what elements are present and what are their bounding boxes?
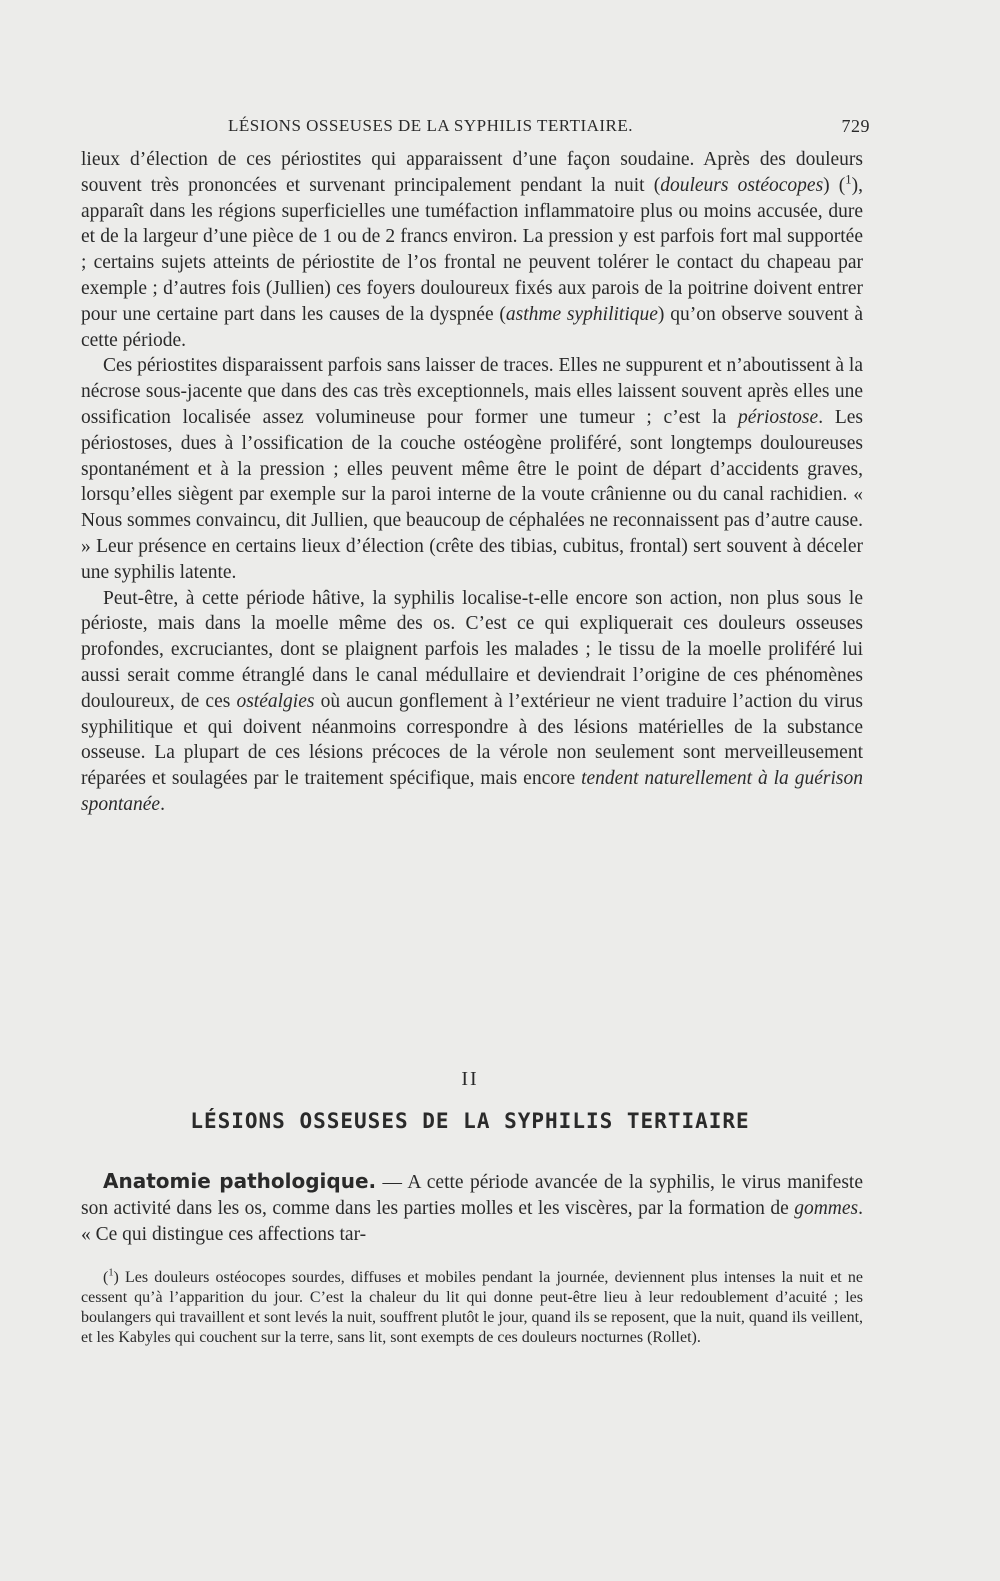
section-number: II — [461, 1068, 479, 1090]
italic-term: douleurs ostéocopes — [660, 174, 824, 196]
footnote-marker: 1 — [108, 1267, 114, 1279]
text-run: Peut-être, à cette période hâtive, la syphilis localise-t-elle encore son action, non plus sous le périoste, mais dans la moelle même des os. C’est ce qui expliquerait ces douleurs osseuses profondes, excruciantes, dont se plaignent parfois les malades ; le tissu de la moelle proliféré lui aussi serait comme étranglé dans le canal médullaire et deviendrait l’origine de ces phénomènes douloureux, de ces — [81, 587, 863, 712]
text-run: ) ( — [823, 174, 846, 196]
running-head — [80, 116, 880, 140]
section-heading: LÉSIONS OSSEUSES DE LA SYPHILIS TERTIAIRE — [190, 1109, 750, 1133]
text-run: Ces périostites disparaissent parfois sans laisser de traces. Elles ne suppurent et n’aboutissent à la nécrose sous-jacente que dans des cas très exceptionnels, mais elles laissent souvent après elles une ossification localisée assez volumineuse pour former une tumeur ; c’est la — [81, 355, 863, 428]
footnote — [81, 1268, 863, 1348]
main-text — [81, 147, 863, 818]
footnote-reference: 1 — [845, 172, 852, 187]
text-run: lieux d’élection de ces périostites qui apparaissent d’une façon soudaine. Après des douleurs souvent très prononcées et survenant principalement pendant la nuit ( — [81, 149, 863, 196]
italic-term: ostéalgies — [236, 690, 315, 712]
text-run: ), apparaît dans les régions superficielles une tuméfaction inflammatoire plus ou moins accusée, dure et de la largeur d’une pièce de 1 ou de 2 francs environ. La pression y est parfois fort mal supportée ; certains sujets atteints de périostite de l’os frontal ne peuvent tolérer le contact du chapeau par exemple ; d’autres fois (Jullien) ces foyers douloureux fixés aux parois de la poitrine doivent entrer pour une certaine part dans les causes de la dyspnée ( — [81, 174, 863, 325]
paragraph — [81, 147, 863, 353]
italic-term: tendent naturellement à la guérison spontanée — [81, 768, 863, 815]
paragraph — [81, 1168, 863, 1248]
text-run: où aucun gonflement à l’extérieur ne vient traduire l’action du virus syphilitique et qui doivent néanmoins correspondre à des lésions matérielles de la substance osseuse. La plupart de ces lésions précoces de la vérole non seulement sont merveilleusement réparées et soulagées par le traitement spécifique, mais encore — [81, 690, 863, 790]
text-run: . — [160, 793, 165, 815]
text-run: . Les périostoses, dues à l’ossification de la couche ostéogène proliféré, sont longtemps douloureuses spontanément et à la pression ; elles peuvent même être le point de départ d’accidents graves, lorsqu’elles siègent par exemple sur la paroi interne de la voute crânienne ou du canal rachidien. « Nous sommes convaincu, dit Jullien, que beaucoup de céphalées ne reconnaissent pas d’autre cause. » Leur présence en certains lieux d’élection (crête des tibias, cubitus, frontal) sert souvent à déceler une syphilis latente. — [81, 406, 864, 583]
italic-term: gommes — [794, 1198, 859, 1219]
section-text — [81, 1168, 863, 1248]
italic-term: périostose — [738, 406, 819, 428]
footnote-text: ($^1$) Les douleurs ostéocopes sourdes, diffuses et mobiles pendant la journée, deviennent plus intenses la nuit et ne cessent qu’à l’apparition du jour. C’est la chaleur du lit qui donne peut-être lieu à leur redoublement d’acuité ; les boulangers qui travaillent et sont levés la nuit, souffrent plutôt le jour, quand ils se reposent, que la nuit, quand ils veillent, et les Kabyles qui couchent sur la terre, sans lit, sont exempts de ces douleurs nocturnes (Rollet). — [81, 1267, 864, 1346]
rubric-heading: Anatomie pathologique. — [103, 1169, 377, 1193]
paragraph — [81, 353, 863, 585]
running-title: LÉSIONS OSSEUSES DE LA SYPHILIS TERTIAIRE. — [228, 116, 634, 135]
italic-term: asthme syphilitique — [505, 303, 658, 325]
paragraph — [81, 586, 863, 818]
text-run: — A cette période avancée de la syphilis, le virus manifeste son activité dans les os, comme dans les parties molles et les viscères, par la formation de — [81, 1172, 863, 1219]
text-run: Les douleurs ostéocopes sourdes, diffuses et mobiles pendant la journée, deviennent plus intenses la nuit et ne cessent qu’à l’apparition du jour. C’est la chaleur du lit qui donne peut-être lieu à leur redoublement d’acuité ; les boulangers qui travaillent et sont levés la nuit, souffrent plutôt le jour, quand ils se reposent, que la nuit, quand ils veillent, et les Kabyles qui couchent sur la terre, sans lit, sont exempts de ces douleurs nocturnes (Rollet). — [81, 1269, 864, 1346]
page-number: 729 — [841, 116, 870, 136]
text-run: . « Ce qui distingue ces affections tar- — [81, 1198, 863, 1245]
text-run: ) qu’on observe souvent à cette période. — [81, 303, 863, 351]
